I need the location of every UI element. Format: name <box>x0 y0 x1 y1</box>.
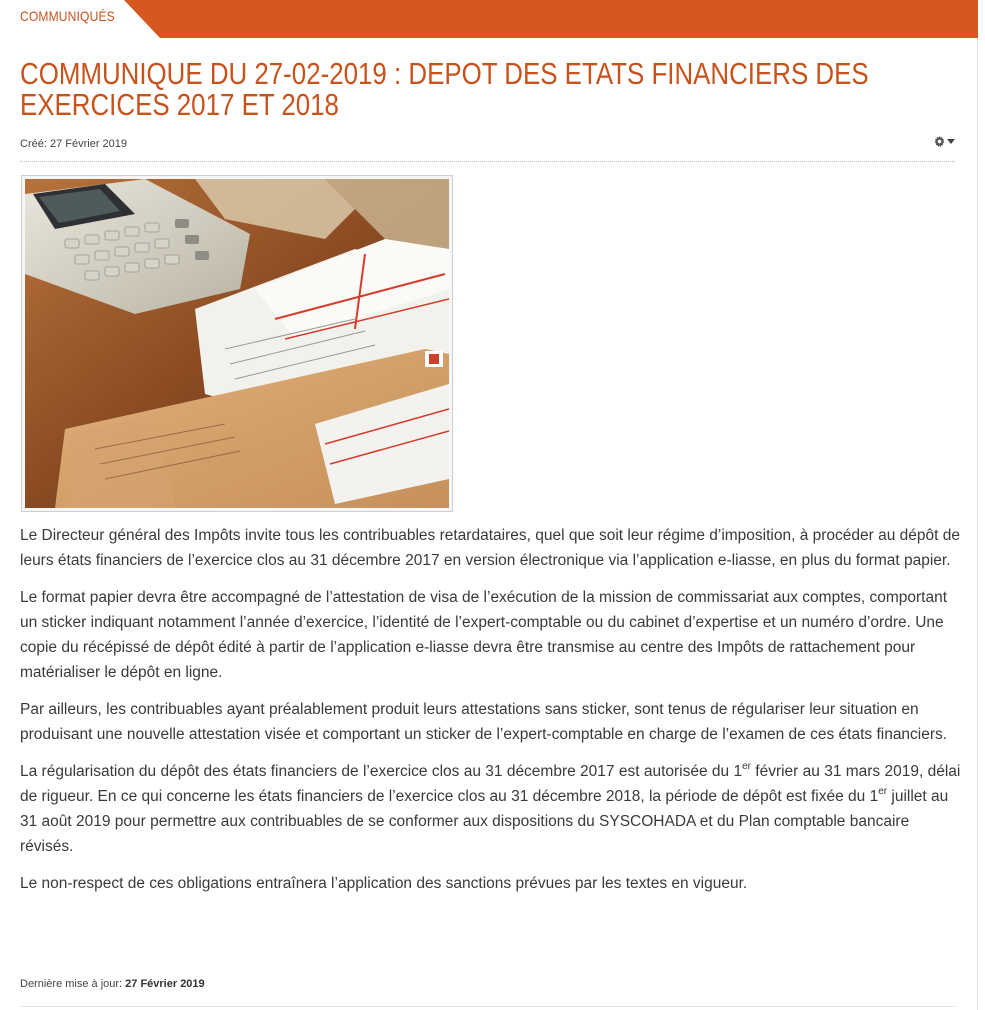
paragraph-3: Par ailleurs, les contribuables ayant préalablement produit leurs attestations sans sticker, sont tenus de régulariser leur situation en produisant une nouvelle attestation visée et comportant un sticker de l’expert-comptable en charge de l’examen de ces états financiers. <box>20 701 948 743</box>
article-body <box>20 523 965 908</box>
article-title: COMMUNIQUE DU 27-02-2019 : DEPOT DES ETATS FINANCIERS DES EXERCICES 2017 ET 2018 <box>20 56 869 122</box>
paragraph-5: Le non-respect de ces obligations entraînera l’application des sanctions prévues par les textes en vigueur. <box>20 875 748 892</box>
modified-date: 27 Février 2019 <box>125 978 205 990</box>
paragraph-4-part-b: février au 31 mars 2019, délai de rigueur. En ce qui concerne les états financiers de l’exercice clos au 31 décembre 2018, la période de dépôt est fixée du 1 <box>20 763 961 805</box>
paragraph-4-part-c: juillet au 31 août 2019 pour permettre aux contribuables de se conformer aux dispositions du SYSCOHADA et du Plan comptable bancaire révisés. <box>20 788 949 855</box>
paragraph-4 <box>20 759 965 859</box>
created-info <box>20 138 127 150</box>
paragraph-1: Le Directeur général des Impôts invite tous les contribuables retardataires, quel que soit leur régime d’imposition, à procéder au dépôt de leurs états financiers de l’exercice clos au 31 décembre 2017 en version électronique via l’application e-liasse, en plus du format papier. <box>20 527 960 569</box>
article-image <box>21 175 453 512</box>
paragraph-2: Le format papier devra être accompagné de l’attestation de visa de l’exécution de la mission de commissariat aux comptes, comportant un sticker indiquant notamment l’année d’exercice, l’identité de l’expert-comptable ou du cabinet d’expertise et un numéro d’ordre. Une copie du récépissé de dépôt édité à partir de l’application e-liasse devra être transmise au centre des Impôts de rattachement pour matérialiser le dépôt en ligne. <box>20 589 948 681</box>
created-date: 27 Février 2019 <box>49 138 128 150</box>
superscript-er-2: er <box>878 786 888 797</box>
footer-divider <box>20 1006 955 1007</box>
paragraph-4-part-a: La régularisation du dépôt des états financiers de l’exercice clos au 31 décembre 2017 est autorisée du 1 <box>20 763 743 780</box>
gear-icon <box>934 136 945 147</box>
created-label: Créé: <box>20 138 47 150</box>
category-label[interactable]: COMMUNIQUÉS <box>20 8 115 24</box>
last-modified-info <box>20 978 205 990</box>
article-tools-dropdown[interactable] <box>934 136 955 147</box>
calculator-and-forms-image <box>25 179 449 508</box>
header-divider <box>20 161 955 162</box>
caret-down-icon <box>947 139 955 145</box>
modified-label: Dernière mise à jour: <box>20 978 123 990</box>
superscript-er-1: er <box>742 761 751 772</box>
